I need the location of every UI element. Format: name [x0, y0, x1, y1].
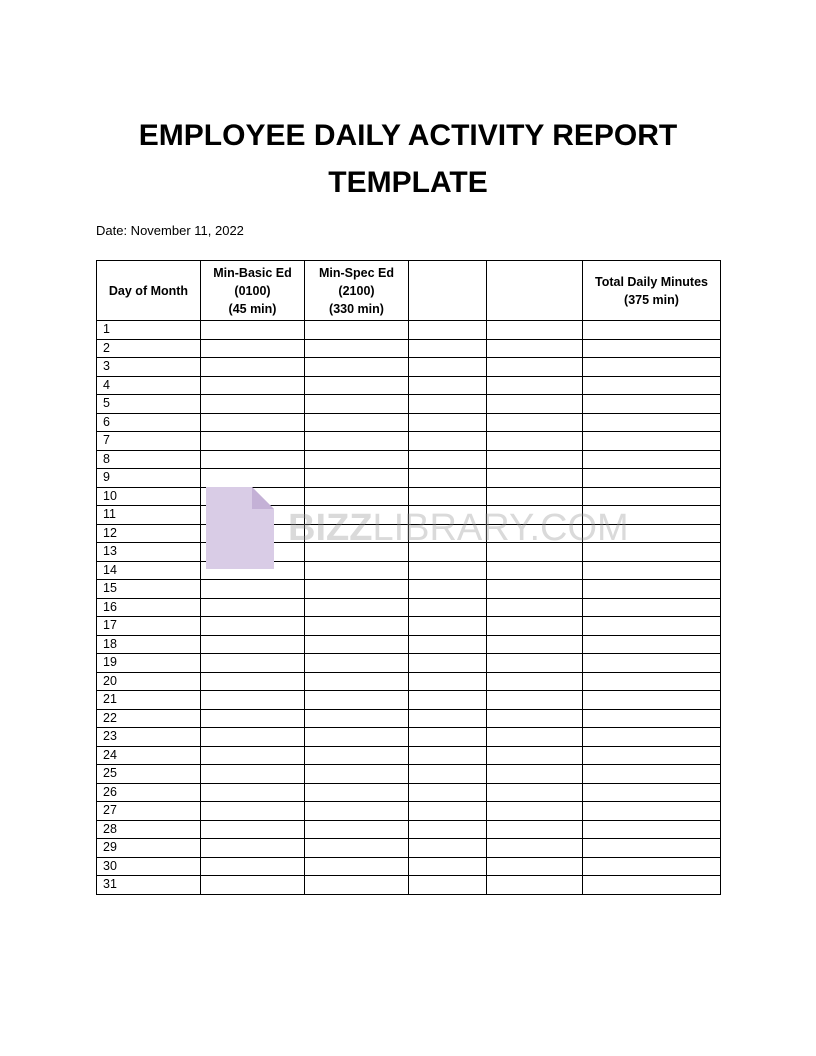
entry-cell[interactable] [201, 672, 305, 691]
entry-cell[interactable] [409, 561, 487, 580]
entry-cell[interactable] [583, 524, 721, 543]
entry-cell[interactable] [305, 876, 409, 895]
day-cell: 3 [97, 358, 201, 377]
day-cell: 1 [97, 321, 201, 340]
day-cell: 22 [97, 709, 201, 728]
table-header-row [97, 261, 721, 321]
entry-cell[interactable] [487, 709, 583, 728]
entry-cell[interactable] [305, 728, 409, 747]
entry-cell[interactable] [201, 580, 305, 599]
header-total-daily-minutes: Total Daily Minutes (375 min) [583, 261, 721, 321]
table-row [97, 672, 721, 691]
entry-cell[interactable] [409, 654, 487, 673]
entry-cell[interactable] [201, 635, 305, 654]
entry-cell[interactable] [305, 321, 409, 340]
entry-cell[interactable] [305, 543, 409, 562]
entry-cell[interactable] [305, 580, 409, 599]
entry-cell[interactable] [487, 413, 583, 432]
entry-cell[interactable] [487, 765, 583, 784]
entry-cell[interactable] [201, 783, 305, 802]
entry-cell[interactable] [583, 432, 721, 451]
entry-cell[interactable] [487, 672, 583, 691]
entry-cell[interactable] [409, 580, 487, 599]
watermark-text: BIZZLIBRARY.COM [288, 507, 629, 549]
entry-cell[interactable] [409, 783, 487, 802]
table-row [97, 450, 721, 469]
entry-cell[interactable] [409, 802, 487, 821]
header-blank-2 [487, 261, 583, 321]
entry-cell[interactable] [305, 506, 409, 525]
day-cell: 7 [97, 432, 201, 451]
entry-cell[interactable] [583, 487, 721, 506]
entry-cell[interactable] [583, 876, 721, 895]
entry-cell[interactable] [201, 802, 305, 821]
entry-cell[interactable] [201, 543, 305, 562]
day-cell: 6 [97, 413, 201, 432]
entry-cell[interactable] [201, 617, 305, 636]
entry-cell[interactable] [409, 450, 487, 469]
day-cell: 2 [97, 339, 201, 358]
entry-cell[interactable] [201, 413, 305, 432]
page-title-line-1: EMPLOYEE DAILY ACTIVITY REPORT [138, 119, 678, 152]
entry-cell[interactable] [201, 561, 305, 580]
day-cell: 18 [97, 635, 201, 654]
entry-cell[interactable] [305, 469, 409, 488]
entry-cell[interactable] [583, 765, 721, 784]
entry-cell[interactable] [487, 469, 583, 488]
entry-cell[interactable] [487, 561, 583, 580]
entry-cell[interactable] [409, 820, 487, 839]
table-row [97, 543, 721, 562]
table-row [97, 635, 721, 654]
entry-cell[interactable] [583, 321, 721, 340]
entry-cell[interactable] [409, 487, 487, 506]
activity-table [96, 260, 721, 895]
entry-cell[interactable] [409, 506, 487, 525]
entry-cell[interactable] [201, 765, 305, 784]
entry-cell[interactable] [487, 654, 583, 673]
day-cell: 30 [97, 857, 201, 876]
day-cell: 21 [97, 691, 201, 710]
entry-cell[interactable] [409, 469, 487, 488]
entry-cell[interactable] [201, 358, 305, 377]
table-row [97, 580, 721, 599]
table-row [97, 339, 721, 358]
entry-cell[interactable] [487, 358, 583, 377]
day-cell: 4 [97, 376, 201, 395]
entry-cell[interactable] [305, 635, 409, 654]
entry-cell[interactable] [201, 450, 305, 469]
entry-cell[interactable] [201, 487, 305, 506]
table-row [97, 691, 721, 710]
table-row [97, 728, 721, 747]
entry-cell[interactable] [583, 857, 721, 876]
report-date: Date: November 11, 2022 [96, 223, 244, 238]
entry-cell[interactable] [583, 672, 721, 691]
entry-cell[interactable] [487, 543, 583, 562]
table-row [97, 839, 721, 858]
day-cell: 16 [97, 598, 201, 617]
entry-cell[interactable] [487, 857, 583, 876]
entry-cell[interactable] [409, 617, 487, 636]
day-cell: 26 [97, 783, 201, 802]
entry-cell[interactable] [487, 617, 583, 636]
entry-cell[interactable] [583, 839, 721, 858]
entry-cell[interactable] [409, 691, 487, 710]
table-row [97, 358, 721, 377]
entry-cell[interactable] [583, 820, 721, 839]
day-cell: 10 [97, 487, 201, 506]
day-cell: 12 [97, 524, 201, 543]
entry-cell[interactable] [583, 413, 721, 432]
table-row [97, 654, 721, 673]
entry-cell[interactable] [583, 580, 721, 599]
table-row [97, 783, 721, 802]
entry-cell[interactable] [583, 506, 721, 525]
entry-cell[interactable] [409, 765, 487, 784]
entry-cell[interactable] [201, 598, 305, 617]
table-row [97, 857, 721, 876]
entry-cell[interactable] [583, 376, 721, 395]
entry-cell[interactable] [201, 321, 305, 340]
entry-cell[interactable] [583, 598, 721, 617]
entry-cell[interactable] [305, 820, 409, 839]
entry-cell[interactable] [305, 561, 409, 580]
entry-cell[interactable] [409, 876, 487, 895]
entry-cell[interactable] [409, 543, 487, 562]
entry-cell[interactable] [305, 765, 409, 784]
entry-cell[interactable] [409, 413, 487, 432]
entry-cell[interactable] [305, 358, 409, 377]
table-row [97, 561, 721, 580]
header-day-of-month: Day of Month [97, 261, 201, 321]
table-row [97, 746, 721, 765]
table-row [97, 709, 721, 728]
entry-cell[interactable] [487, 506, 583, 525]
table-row [97, 376, 721, 395]
entry-cell[interactable] [583, 561, 721, 580]
day-cell: 11 [97, 506, 201, 525]
table-row [97, 802, 721, 821]
entry-cell[interactable] [409, 395, 487, 414]
entry-cell[interactable] [583, 746, 721, 765]
entry-cell[interactable] [201, 376, 305, 395]
entry-cell[interactable] [487, 598, 583, 617]
entry-cell[interactable] [409, 635, 487, 654]
entry-cell[interactable] [305, 339, 409, 358]
entry-cell[interactable] [487, 802, 583, 821]
entry-cell[interactable] [409, 839, 487, 858]
entry-cell[interactable] [409, 376, 487, 395]
entry-cell[interactable] [305, 598, 409, 617]
entry-cell[interactable] [305, 839, 409, 858]
entry-cell[interactable] [487, 691, 583, 710]
entry-cell[interactable] [487, 376, 583, 395]
entry-cell[interactable] [305, 487, 409, 506]
entry-cell[interactable] [583, 728, 721, 747]
entry-cell[interactable] [583, 783, 721, 802]
entry-cell[interactable] [201, 506, 305, 525]
entry-cell[interactable] [201, 395, 305, 414]
entry-cell[interactable] [487, 321, 583, 340]
entry-cell[interactable] [487, 432, 583, 451]
entry-cell[interactable] [201, 820, 305, 839]
entry-cell[interactable] [487, 746, 583, 765]
day-cell: 20 [97, 672, 201, 691]
entry-cell[interactable] [583, 709, 721, 728]
entry-cell[interactable] [487, 580, 583, 599]
table-row [97, 321, 721, 340]
entry-cell[interactable] [305, 783, 409, 802]
entry-cell[interactable] [583, 617, 721, 636]
entry-cell[interactable] [201, 709, 305, 728]
entry-cell[interactable] [201, 876, 305, 895]
entry-cell[interactable] [409, 672, 487, 691]
entry-cell[interactable] [583, 339, 721, 358]
entry-cell[interactable] [305, 672, 409, 691]
table-row [97, 617, 721, 636]
table-row [97, 432, 721, 451]
entry-cell[interactable] [409, 857, 487, 876]
entry-cell[interactable] [201, 857, 305, 876]
day-cell: 24 [97, 746, 201, 765]
entry-cell[interactable] [305, 376, 409, 395]
entry-cell[interactable] [487, 783, 583, 802]
entry-cell[interactable] [487, 450, 583, 469]
table-row [97, 524, 721, 543]
entry-cell[interactable] [201, 524, 305, 543]
day-cell: 5 [97, 395, 201, 414]
day-cell: 28 [97, 820, 201, 839]
table-row [97, 598, 721, 617]
table-row [97, 469, 721, 488]
header-min-basic-ed: Min-Basic Ed (0100) (45 min) [201, 261, 305, 321]
day-cell: 13 [97, 543, 201, 562]
entry-cell[interactable] [201, 746, 305, 765]
entry-cell[interactable] [201, 839, 305, 858]
table-row [97, 395, 721, 414]
entry-cell[interactable] [583, 395, 721, 414]
entry-cell[interactable] [201, 728, 305, 747]
entry-cell[interactable] [583, 802, 721, 821]
entry-cell[interactable] [305, 432, 409, 451]
entry-cell[interactable] [583, 654, 721, 673]
entry-cell[interactable] [487, 524, 583, 543]
day-cell: 15 [97, 580, 201, 599]
entry-cell[interactable] [409, 728, 487, 747]
entry-cell[interactable] [201, 654, 305, 673]
entry-cell[interactable] [305, 654, 409, 673]
entry-cell[interactable] [487, 839, 583, 858]
day-cell: 27 [97, 802, 201, 821]
table-row [97, 765, 721, 784]
header-blank-1 [409, 261, 487, 321]
entry-cell[interactable] [201, 691, 305, 710]
day-cell: 14 [97, 561, 201, 580]
day-cell: 8 [97, 450, 201, 469]
day-cell: 9 [97, 469, 201, 488]
table-row [97, 876, 721, 895]
entry-cell[interactable] [409, 746, 487, 765]
day-cell: 23 [97, 728, 201, 747]
table-body [97, 321, 721, 895]
entry-cell[interactable] [487, 876, 583, 895]
entry-cell[interactable] [583, 450, 721, 469]
entry-cell[interactable] [583, 543, 721, 562]
entry-cell[interactable] [305, 802, 409, 821]
day-cell: 17 [97, 617, 201, 636]
table-row [97, 820, 721, 839]
entry-cell[interactable] [409, 524, 487, 543]
day-cell: 31 [97, 876, 201, 895]
entry-cell[interactable] [583, 691, 721, 710]
entry-cell[interactable] [487, 339, 583, 358]
page-title [0, 112, 816, 206]
header-min-spec-ed: Min-Spec Ed (2100) (330 min) [305, 261, 409, 321]
entry-cell[interactable] [305, 746, 409, 765]
entry-cell[interactable] [409, 598, 487, 617]
table-row [97, 413, 721, 432]
entry-cell[interactable] [201, 469, 305, 488]
entry-cell[interactable] [487, 395, 583, 414]
entry-cell[interactable] [583, 635, 721, 654]
entry-cell[interactable] [487, 820, 583, 839]
entry-cell[interactable] [487, 487, 583, 506]
entry-cell[interactable] [305, 395, 409, 414]
entry-cell[interactable] [409, 339, 487, 358]
entry-cell[interactable] [305, 857, 409, 876]
day-cell: 29 [97, 839, 201, 858]
page-title-line-2: TEMPLATE [328, 166, 488, 199]
day-cell: 19 [97, 654, 201, 673]
entry-cell[interactable] [487, 635, 583, 654]
entry-cell[interactable] [305, 524, 409, 543]
entry-cell[interactable] [583, 358, 721, 377]
entry-cell[interactable] [409, 321, 487, 340]
entry-cell[interactable] [201, 432, 305, 451]
entry-cell[interactable] [305, 617, 409, 636]
table-row [97, 506, 721, 525]
entry-cell[interactable] [409, 709, 487, 728]
entry-cell[interactable] [583, 469, 721, 488]
entry-cell[interactable] [305, 413, 409, 432]
entry-cell[interactable] [409, 432, 487, 451]
entry-cell[interactable] [305, 709, 409, 728]
entry-cell[interactable] [305, 691, 409, 710]
table-row [97, 487, 721, 506]
entry-cell[interactable] [487, 728, 583, 747]
day-cell: 25 [97, 765, 201, 784]
entry-cell[interactable] [305, 450, 409, 469]
entry-cell[interactable] [201, 339, 305, 358]
entry-cell[interactable] [409, 358, 487, 377]
